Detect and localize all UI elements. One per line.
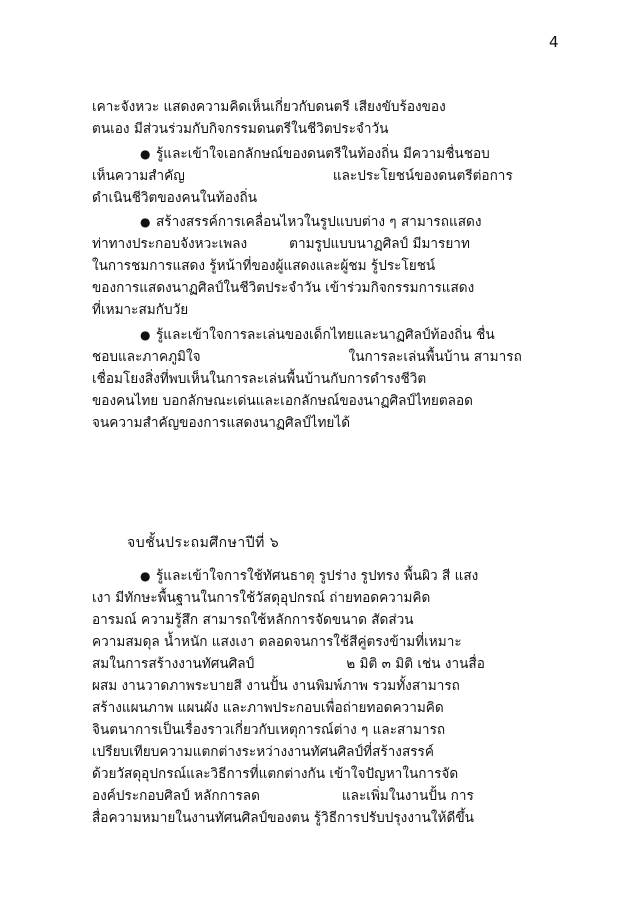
text-line: อารมณ์ ความรู้สึก สามารถใช้หลักการจัดขนาด สัดส่วน	[92, 612, 414, 628]
text-line: ดำเนินชีวิตของคนในท้องถิ่น	[92, 190, 258, 206]
text-line: ในการชมการแสดง รู้หน้าที่ของผู้แสดงและผู้ชม รู้ประโยชน์	[92, 258, 436, 274]
text-line	[92, 655, 485, 673]
text-segment: ๒ มิติ ๓ มิติ เช่น งานสื่อ	[346, 656, 485, 672]
bullet-item	[140, 326, 495, 344]
text-line	[92, 348, 522, 366]
text-line: รู้และเข้าใจเอกลักษณ์ของดนตรีในท้องถิ่น มีความชื่นชอบ	[156, 146, 490, 162]
text-line: ตนเอง มีส่วนร่วมกับกิจกรรมดนตรีในชีวิตประจำวัน	[92, 121, 389, 137]
bullet-icon: ●	[140, 215, 151, 229]
text-line: ของการแสดงนาฏศิลป์ในชีวิตประจำวัน เข้าร่วมกิจกรรมการแสดง	[92, 280, 475, 296]
bullet-item	[140, 145, 490, 163]
text-line: เชื่อมโยงสิ่งที่พบเห็นในการละเล่นพื้นบ้านกับการดำรงชีวิต	[92, 371, 427, 387]
text-segment: สมในการสร้างงานทัศนศิลป์	[92, 656, 255, 672]
text-line: สร้างแผนภาพ แผนผัง และภาพประกอบเพื่อถ่ายทอดความคิด	[92, 700, 444, 716]
text-line	[92, 167, 513, 185]
text-segment: ชอบและภาคภูมิใจ	[92, 349, 201, 365]
bullet-icon: ●	[140, 328, 151, 342]
text-line: เงา มีทักษะพื้นฐานในการใช้วัสดุอุปกรณ์ ถ่ายทอดความคิด	[92, 590, 431, 606]
text-segment: ตามรูปแบบนาฏศิลป์ มีมารยาท	[289, 236, 470, 252]
text-segment: และเพิ่มในงานปั้น การ	[341, 788, 474, 804]
text-line: ที่เหมาะสมกับวัย	[92, 302, 189, 318]
text-segment: ในการละเล่นพื้นบ้าน สามารถ	[348, 349, 522, 365]
text-line: ด้วยวัสดุอุปกรณ์และวิธีการที่แตกต่างกัน เข้าใจปัญหาในการจัด	[92, 766, 459, 782]
text-line: ของคนไทย บอกลักษณะเด่นและเอกลักษณ์ของนาฏศิลป์ไทยตลอด	[92, 393, 474, 409]
text-line: เคาะจังหวะ แสดงความคิดเห็นเกี่ยวกับดนตรี เสียงขับร้องของ	[92, 99, 446, 115]
text-line: ความสมดุล น้ำหนัก แสงเงา ตลอดจนการใช้สีคู่ตรงข้ามที่เหมาะ	[92, 634, 462, 650]
text-line: จินตนาการเป็นเรื่องราวเกี่ยวกับเหตุการณ์ต่าง ๆ และสามารถ	[92, 722, 446, 738]
bullet-icon: ●	[140, 147, 151, 161]
text-line	[92, 787, 474, 805]
text-line: เปรียบเทียบความแตกต่างระหว่างงานทัศนศิลป์ที่สร้างสรรค์	[92, 744, 434, 760]
bullet-item	[140, 567, 478, 585]
section-heading: จบชั้นประถมศึกษาปีที่ ๖	[127, 535, 280, 551]
text-segment: ท่าทางประกอบจังหวะเพลง	[92, 236, 248, 252]
bullet-icon: ●	[140, 569, 151, 583]
text-line	[92, 235, 470, 253]
text-segment: เห็นความสำคัญ	[92, 168, 185, 184]
text-line: สร้างสรรค์การเคลื่อนไหวในรูปแบบต่าง ๆ สามารถแสดง	[156, 214, 482, 230]
bullet-item	[140, 213, 482, 231]
text-line: จนความสำคัญของการแสดงนาฏศิลป์ไทยได้	[92, 415, 351, 431]
page-number: 4	[549, 33, 559, 51]
text-segment: และประโยชน์ของดนตรีต่อการ	[332, 168, 513, 184]
text-segment: องค์ประกอบศิลป์ หลักการลด	[92, 788, 260, 804]
text-line: รู้และเข้าใจการใช้ทัศนธาตุ รูปร่าง รูปทรง พื้นผิว สี แสง	[156, 568, 479, 584]
text-line: สื่อความหมายในงานทัศนศิลป์ของตน รู้วิธีการปรับปรุงงานให้ดีขึ้น	[92, 810, 474, 826]
text-line: รู้และเข้าใจการละเล่นของเด็กไทยและนาฏศิลป์ท้องถิ่น ชื่น	[156, 327, 495, 343]
text-line: ผสม งานวาดภาพระบายสี งานปั้น งานพิมพ์ภาพ รวมทั้งสามารถ	[92, 678, 460, 694]
